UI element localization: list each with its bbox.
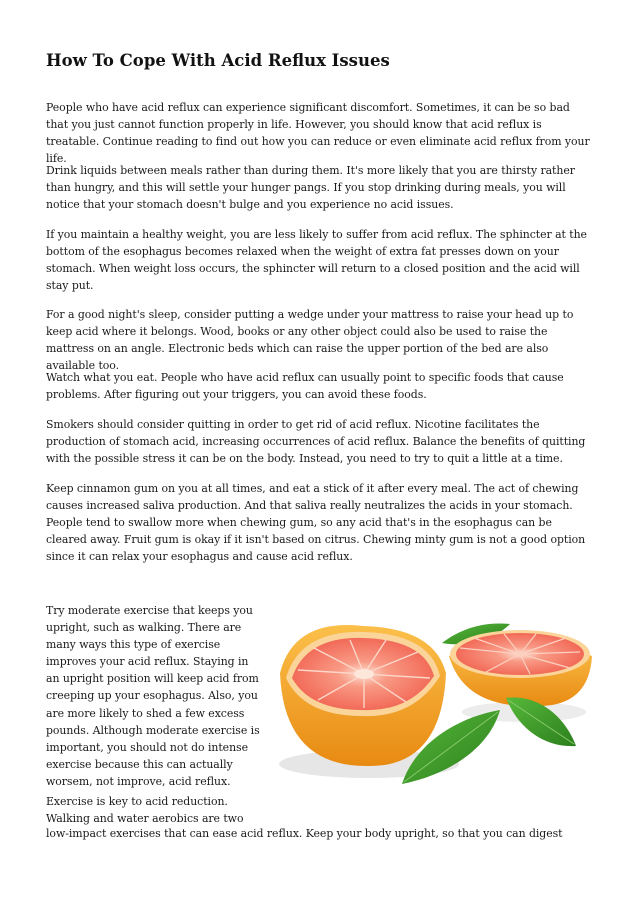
grapefruit-left-half [280, 625, 446, 766]
paragraph-gum: Keep cinnamon gum on you at all times, and eat a stick of it after every meal. The act of chewing causes increased saliva production. And that saliva really neutralizes the acids in your stomach. People tend to swallow more when chewing gum, so any acid that's in the esophagus can be cleared away. Fruit gum is okay if it isn't based on citrus. Chewing minty gum is not a good option since it can relax your esophagus and cause acid reflux. [46, 482, 586, 564]
paragraph-liquids: Drink liquids between meals rather than during them. It's more likely that you are thirsty rather than hungry, and this will settle your hunger pangs. If you stop drinking during meals, you will notice that your stomach doesn't bulge and you experience no acid issues. [46, 164, 575, 212]
paragraph-intro: People who have acid reflux can experience significant discomfort. Sometimes, it can be so bad that you just cannot function properly in life. However, you should know that acid reflux is treatable. Continue reading to find out how you can reduce or even eliminate acid reflux from your life. [46, 101, 590, 166]
paragraph-smoking: Smokers should consider quitting in order to get rid of acid reflux. Nicotine facilitates the production of stomach acid, increasing occurrences of acid reflux. Balance the benefits of quitting with the possible stress it can be on the body. Instead, you need to try to quit a little at a time. [46, 418, 586, 466]
paragraph-diet: Watch what you eat. People who have acid reflux can usually point to specific foods that cause problems. After figuring out your triggers, you can avoid these foods. [46, 371, 564, 402]
paragraph-sleep: For a good night's sleep, consider putting a wedge under your mattress to raise your head up to keep acid where it belongs. Wood, books or any other object could also be used to raise the mattress on an angle. Electronic beds which can raise the upper portion of the bed are also available too. [46, 308, 574, 373]
paragraph-exercise: Try moderate exercise that keeps you upright, such as walking. There are many ways this type of exercise improves your acid reflux. Staying in an upright position will keep acid from creeping up your esophagus. Also, you are more likely to shed a few excess pounds. Although moderate exercise is important, you should not do intense exercise because this can actually worsem, not improve, acid reflux. [46, 604, 260, 788]
paragraph-weight: If you maintain a healthy weight, you are less likely to suffer from acid reflux. The sphincter at the bottom of the esophagus becomes relaxed when the weight of extra fat presses down on your stomach. When weight loss occurs, the sphincter will return to a closed position and the acid will stay put. [46, 228, 587, 293]
grapefruit-image [274, 578, 594, 798]
grapefruit-right-half [449, 630, 592, 706]
page-title: How To Cope With Acid Reflux Issues [46, 51, 390, 70]
paragraph-exercise-key: Exercise is key to acid reduction. Walking and water aerobics are two [46, 795, 244, 826]
paragraph-last-line: low-impact exercises that can ease acid reflux. Keep your body upright, so that you can digest [46, 827, 563, 840]
